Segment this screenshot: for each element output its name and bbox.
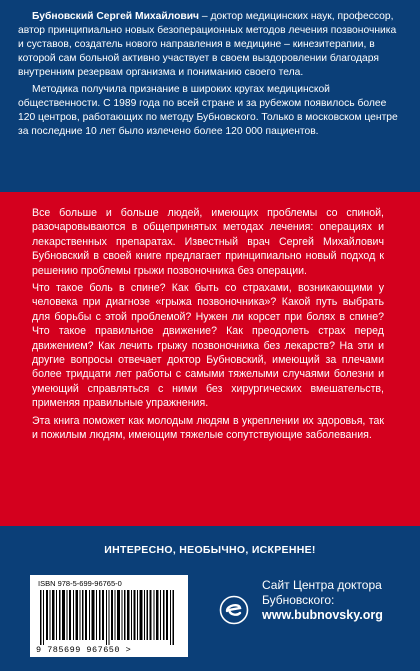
author-text (18, 10, 402, 142)
website-caption: Сайт Центра доктора Бубновского: (262, 578, 382, 607)
isbn-label: ISBN 978-5-699-96765-0 (38, 579, 122, 588)
website-url[interactable]: www.bubnovsky.org (262, 608, 383, 622)
isbn-barcode-box (30, 575, 188, 657)
slogan: ИНТЕРЕСНО, НЕОБЫЧНО, ИСКРЕННЕ! (104, 544, 316, 556)
description-paragraph-1: Все больше и больше людей, имеющих проблемы со спиной, разочаровываются в общепринятых методах лечения: операциях и лекарственных препаратах. Известный врач Сергей Михайлович Бубновский в своей книге предлагает принципиально новый подход к решению проблемы грыжи позвоночника без операции. (32, 207, 384, 277)
description-paragraph-3: Эта книга поможет как молодым людям в укреплении их здоровья, так и пожилым людям, имеющим тяжелые сопутствующие заболевания. (32, 414, 384, 442)
description-text (32, 206, 384, 446)
method-paragraph: Методика получила признание в широких кругах медицинской общественности. С 1989 года по всей стране и за рубежом появилось более 120 центров, работающих по методу Бубновского. Только в московском центре за последние 10 лет было излечено более 120 000 пациентов. (18, 84, 398, 137)
author-name: Бубновский Сергей Михайлович (32, 11, 200, 22)
website-block (262, 578, 412, 623)
barcode-icon (38, 590, 180, 645)
description-paragraph-2: Что такое боль в спине? Как быть со страхами, возникающими у человека при диагнозе «грыжа позвоночника»? Какой путь выбрать для борьбы с этой проблемой? Нужен ли корсет при болях в спине? Что такое правильное движение? Как преодолеть страх перед движением? Как лечить грыжу позвоночника без лекарств? На эти и другие вопросы отвечает доктор Бубновский, имеющий за плечами более тридцати лет работы с самыми тяжелыми случаями болезни и умеющий справляться с ними без хирургических вмешательств, применяя правильные упражнения. (32, 282, 384, 410)
description-panel (0, 192, 420, 526)
eksmo-logo-icon (219, 595, 249, 625)
author-bio-text: – доктор медицинских наук, профессор, автор принципиально новых безоперационных методов лечения позвоночника и суставов, создатель нового направления в медицине – кинезитерапии, в которой сам больной активно участвует в своем выздоровлении благодаря внутренним резервам организма и пониманию своего тела. (18, 11, 397, 78)
barcode-digits: 9 785699 967650 > (36, 645, 132, 655)
author-bio (18, 10, 402, 80)
author-section (0, 0, 420, 192)
